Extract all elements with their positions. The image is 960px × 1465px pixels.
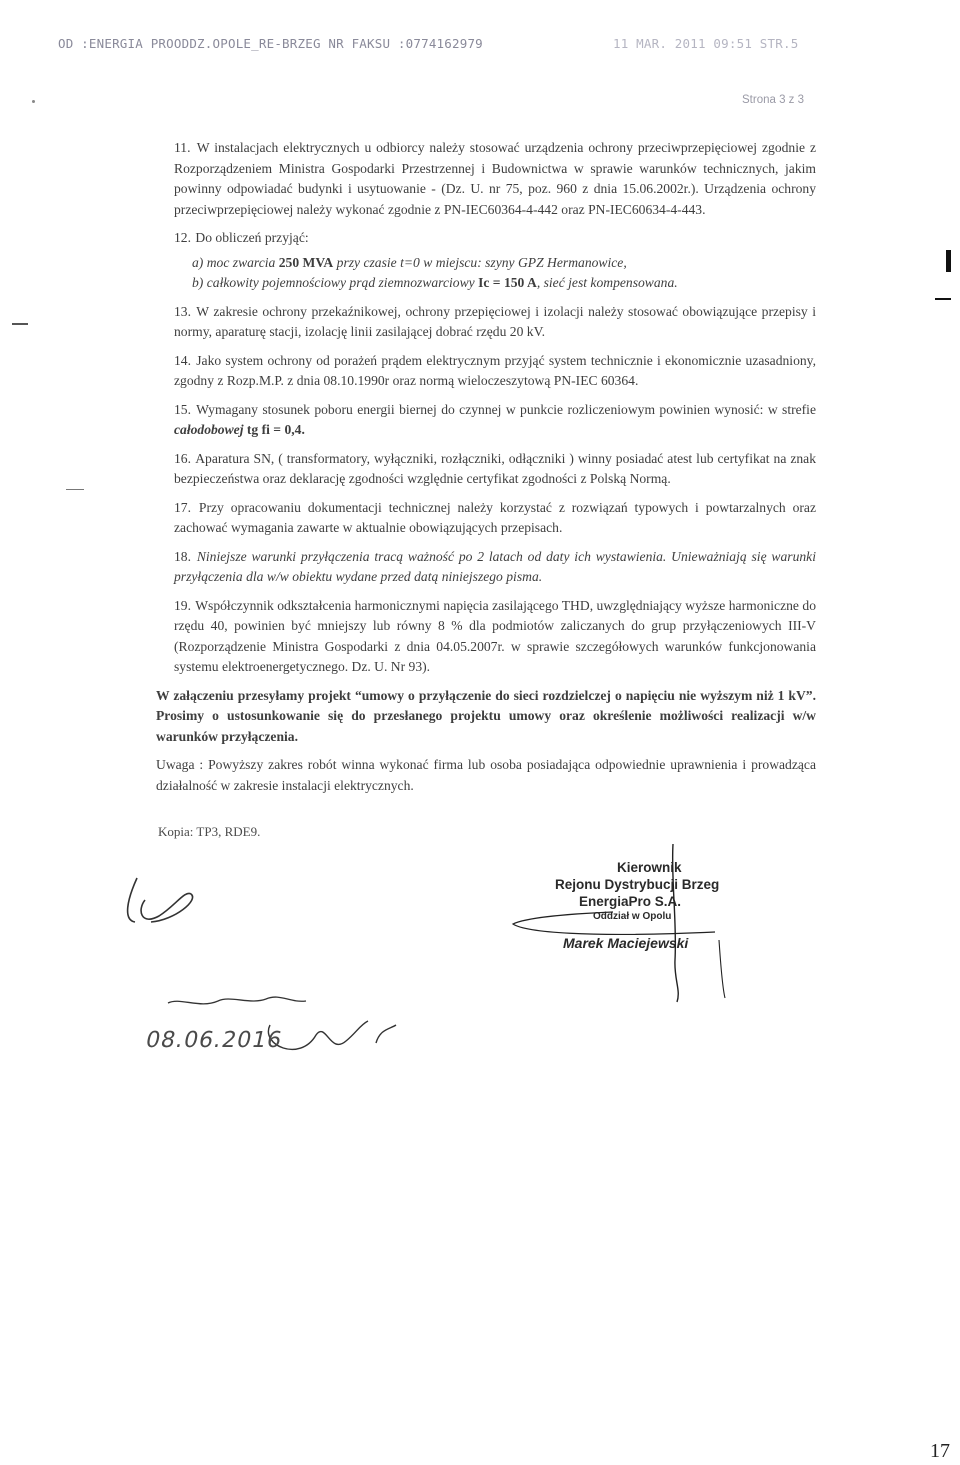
sub-text: , sieć jest kompensowana. <box>536 275 678 290</box>
item-text: tg fi = 0,4. <box>243 422 305 437</box>
scan-edge-mark <box>12 323 28 325</box>
item-number: 17. <box>174 499 191 515</box>
item-text: W instalacjach elektrycznych u odbiorcy należy stosować urządzenia ochrony przeciwprzepięciowej zgodnie z Rozporządzeniem Ministra Gospodarki Przestrzennej i Budownictwa w sprawie warunków technicznych, jakim powinny odpowiadać budynki i usytuowanie - (Dz. U. nr 75, poz. 960 z dnia 15.06.2002r.). Urządzenia ochrony przeciwprzepięciowej należy wykonać zgodnie z PN-IEC60364-4-442 oraz PN-IEC60634-4-443. <box>174 140 816 217</box>
item-number: 19. <box>174 597 191 613</box>
copy-note: Kopia: TP3, RDE9. <box>158 824 261 839</box>
scan-speck <box>32 100 35 103</box>
item-text: Przy opracowaniu dokumentacji technicznej należy korzystać z rozwiązań typowych i powtarzalnych oraz zachować wymagania zawarte w aktualnie obowiązujących przepisach. <box>174 499 816 535</box>
item-text: Do obliczeń przyjąć: <box>195 230 309 245</box>
item-17 <box>174 498 816 539</box>
item-12-sub-a <box>192 253 816 274</box>
item-text: W zakresie ochrony przekaźnikowej, ochrony przepięciowej i izolacji należy stosować obowiązujące przepisy i normy, aparaturę stacji, izolację linii zasilającej dobrać rzędu 20 kV. <box>174 303 816 339</box>
scan-edge-mark <box>935 298 951 300</box>
item-number: 14. <box>174 352 191 368</box>
item-number: 12. <box>174 230 191 245</box>
item-emphasis: całodobowej <box>174 422 244 437</box>
fax-header <box>58 36 848 51</box>
page-number: 17 <box>930 1440 950 1462</box>
item-number: 11. <box>174 140 191 155</box>
scan-edge-mark <box>66 489 84 490</box>
warning-label: Uwaga <box>156 757 195 772</box>
stamp-line: Kierownik <box>617 860 682 875</box>
sub-value: 250 MVA <box>278 254 334 270</box>
item-12-sub-b <box>192 273 816 294</box>
sub-text: całkowity pojemnościowy prąd ziemnozwarciowy <box>206 275 479 290</box>
item-number: 15. <box>174 401 191 417</box>
item-12 <box>174 228 816 249</box>
item-14 <box>174 351 816 392</box>
sub-text: moc zwarcia <box>206 254 279 270</box>
warning-text: : Powyższy zakres robót winna wykonać firma lub osoba posiadająca odpowiednie uprawnienia i prowadząca działalność w zakresie instalacji elektrycznych. <box>156 757 816 793</box>
signature-name: Marek Maciejewski <box>563 935 689 951</box>
item-15 <box>174 400 816 441</box>
sub-label: b) <box>192 275 204 290</box>
document-body <box>156 138 817 804</box>
stamp-line: Rejonu Dystrybucji Brzeg <box>555 877 720 892</box>
initials-signature-icon <box>115 870 205 940</box>
sub-value: Ic = 150 A <box>478 275 537 290</box>
item-13 <box>174 302 816 343</box>
handwritten-date: 08.06.2016 <box>143 1028 285 1053</box>
item-text: Aparatura SN, ( transformatory, wyłączniki, rozłączniki, odłączniki ) winny posiadać atest lub certyfikat na znak bezpieczeństwa oraz deklarację zgodności względnie certyfikat zgodności z Polską Normą. <box>174 450 816 486</box>
fax-header-right: 11 MAR. 2011 09:51 STR.5 <box>613 36 799 51</box>
item-16 <box>174 449 816 490</box>
scan-edge-mark <box>946 250 951 272</box>
item-11 <box>174 138 816 220</box>
item-18 <box>174 547 816 588</box>
warning-note <box>156 755 816 796</box>
stamp-line: Oddział w Opolu <box>593 911 672 922</box>
sub-label: a) <box>192 254 204 270</box>
attachment-note: W załączeniu przesyłamy projekt “umowy o przyłączenie do sieci rozdzielczej o napięciu nie wyższym niż 1 kV”. Prosimy o ustosunkowanie się do przesłanego projektu umowy oraz określenie możliwości realizacji w/w warunków przyłączenia. <box>156 687 816 744</box>
item-text: Niniejsze warunki przyłączenia tracą ważność po 2 latach od daty ich wystawienia. Unieważniają się warunki przyłączenia dla w/w obiektu wydane przed datą niniejszego pisma. <box>174 548 816 584</box>
item-19 <box>174 596 816 678</box>
stamp-line: EnergiaPro S.A. <box>579 894 682 909</box>
item-text: Współczynnik odkształcenia harmonicznymi napięcia zasilającego THD, uwzględniający wyższe harmoniczne do rzędu 40, powinien być mniejszy lub równy 8 % dla podmiotów zaliczanych do grup przyłączeniowych III-V (Rozporządzenie Ministra Gospodarki z dnia 04.05.2007r. w sprawie szczegółowych warunków funkcjonowania systemu elektroenergetycznego. Dz. U. Nr 93). <box>174 597 817 674</box>
fax-header-left: OD :ENERGIA PROODDZ.OPOLE_RE-BRZEG NR FAKSU :0774162979 <box>58 36 483 51</box>
sub-text: przy czasie t=0 w miejscu: szyny GPZ Hermanowice, <box>333 254 627 270</box>
page-label: Strona 3 z 3 <box>742 94 805 106</box>
item-number: 13. <box>174 303 191 319</box>
item-text: Jako system ochrony od porażeń prądem elektrycznym przyjąć system technicznie i ekonomicznie uzasadniony, zgodny z Rozp.M.P. z dnia 08.10.1990r oraz normą wieloczeszytową PN-IEC 60364. <box>174 352 816 388</box>
item-number: 18. <box>174 548 191 564</box>
item-text: Wymagany stosunek poboru energii biernej do czynnej w punkcie rozliczeniowym powinien wynosić: w strefie <box>196 401 816 417</box>
item-number: 16. <box>174 450 191 466</box>
signature-stroke-icon <box>505 840 745 1010</box>
